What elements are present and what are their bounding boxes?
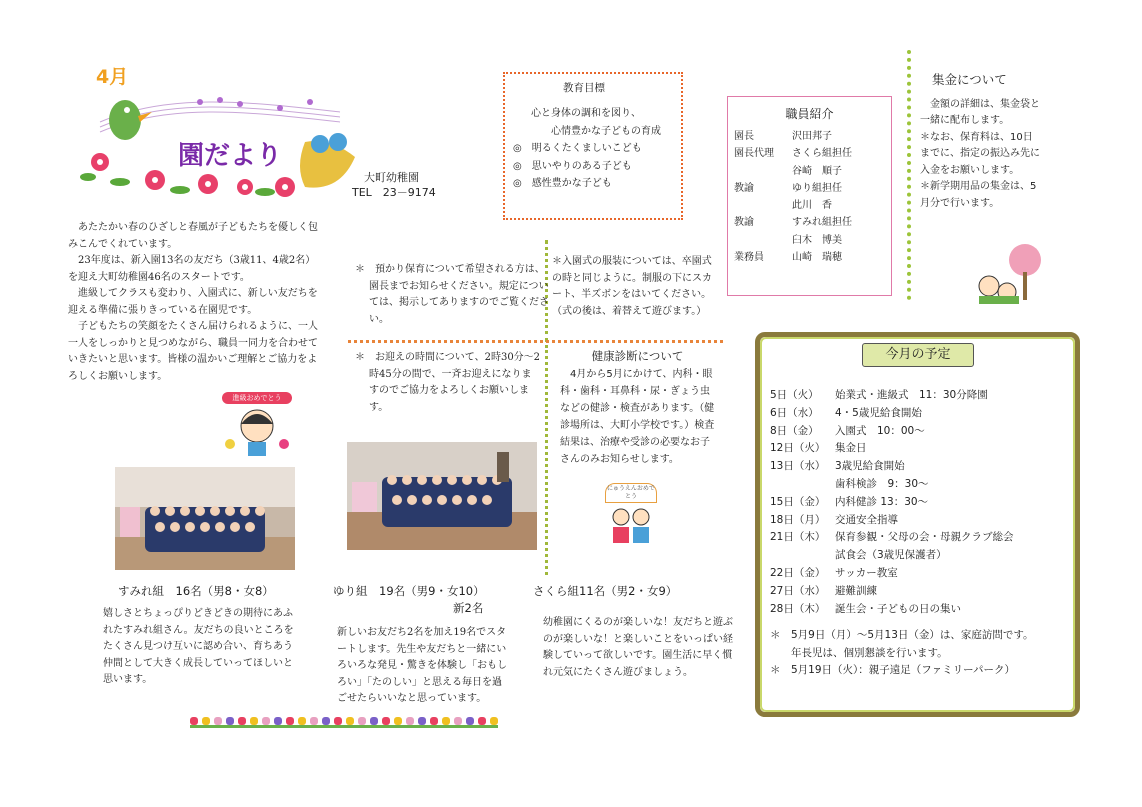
school-tel: TEL 23－9174	[352, 186, 436, 199]
newsletter-title: 園だより	[178, 141, 283, 171]
schedule-event: 12日（火） 集金日	[770, 442, 867, 455]
schedule-event: 15日（金） 内科健診 13：30～	[770, 495, 929, 508]
schedule-event: 試食会（3歳児保護者）	[835, 549, 947, 562]
class-heading-yuri-new: 新2名	[453, 601, 484, 615]
schedule-event: 歯科検診 9：30～	[835, 477, 929, 490]
staff-row: 教諭 すみれ組担任	[734, 217, 852, 229]
schedule-list	[770, 387, 1014, 618]
staff-row: 園長 沢田邦子	[734, 131, 832, 142]
month-label: 4月	[96, 66, 129, 88]
childcare-notice: ＊ 預かり保育について希望される方は、園長までお知らせください。規定については、掲示してありますのでご覧ください。	[355, 264, 549, 325]
monthly-schedule-box	[755, 332, 1080, 717]
staff-row: 業務員 山崎 瑞穂	[734, 252, 842, 264]
schedule-event: 13日（水） 3歳児給食開始	[770, 460, 905, 473]
class-heading-yuri: ゆり組 19名（男9・女10）	[333, 584, 485, 598]
girl-icon	[222, 404, 292, 458]
flower-children-icon	[975, 242, 1047, 304]
green-dotted-divider	[907, 50, 911, 300]
class-heading-sakura: さくら組11名（男2・女9）	[533, 584, 678, 598]
welcome-sticker: にゅうえんおめでとう	[605, 483, 657, 543]
ceremony-dress-notice: ＊入園式の服装については、卒園式の時と同じように。制服の下にスカート、半ズボンをはいてください。（式の後は、着替えて遊びます。）	[552, 256, 712, 317]
children-icon	[605, 503, 657, 545]
schedule-event: 21日（木） 保育参観・父母の会・母親クラブ総会	[770, 531, 1014, 544]
class-heading-sumire: すみれ組 16名（男8・女8）	[118, 584, 274, 598]
masthead-illustration	[80, 82, 360, 200]
school-info	[352, 170, 436, 200]
staff-title: 職員紹介	[785, 107, 834, 121]
dotted-divider	[545, 345, 548, 575]
staff-row: 園長代理 さくら組担任	[734, 148, 852, 160]
staff-row: 教諭 ゆり組担任	[734, 182, 842, 194]
class-photo-yuri	[347, 442, 537, 550]
health-checkup-section: 健康診断について 4月から5月にかけて、内科・眼科・歯科・耳鼻科・尿・ぎょう虫などの健診・検査があります。（健診場所は、大町小学校です。）検査結果は、治療や受診の必要なお子さんのみお知らせします。	[560, 349, 715, 465]
schedule-event: 8日（金） 入園式 10：00～	[770, 424, 925, 437]
schedule-event: 27日（水） 避難訓練	[770, 584, 877, 597]
intro-text: あたたかい春のひざしと春風が子どもたちを優しく包みこんでくれています。 23年度は、新入園13名の友だち（3歳11、4歳2名）を迎え大町幼稚園46名のスタートです。 進級してクラスも変わり、入園式に、新しい友だちを迎える準備に張りきっている在園児です。 子どもたちの笑顔をたくさん届けられるように、一人一人をしっかりと見つめながら、職員一同力を合わせていきたいと思います。皆様の温かいご理解とご協力をよろしくお願いします。	[68, 222, 318, 382]
fund-collection-section: 集金について 金額の詳細は、集金袋と一緒に配布します。 ＊なお、保育料は、10日までに、指定の振込み先に入金をお願いします。 ＊新学期用品の集金は、5月分で行います。	[920, 72, 1040, 209]
staff-row: 此川 香	[792, 200, 832, 212]
pickup-notice: ＊ お迎えの時間について、2時30分～2時45分の間で、一斉お迎えになりますのでご協力をよろしくお願いします。	[355, 352, 541, 413]
tulip-border	[190, 715, 498, 729]
schedule-event: 6日（水） 4・5歳児給食開始	[770, 406, 922, 419]
staff-row: 谷崎 順子	[792, 165, 842, 177]
school-name: 大町幼稚園	[364, 171, 419, 184]
schedule-event: 18日（月） 交通安全指導	[770, 513, 898, 526]
congrats-sticker: 進級おめでとう	[222, 392, 292, 462]
staff-row: 臼木 博美	[792, 234, 842, 246]
class-text-sakura: 幼稚園にくるのが楽しいな！友だちと遊ぶのが楽しいな！と楽しいことをいっぱい経験していって欲しいです。園生活に早く慣れ元気にたくさん遊びましょう。	[543, 617, 733, 678]
goals-title: 教育目標	[563, 82, 605, 94]
staff-introduction-box	[727, 96, 892, 296]
education-goals-box: 教育目標 心と身体の調和を図り、 心情豊かな子どもの育成 ◎ 明るくたくましいこども ◎ 思いやりのある子ども ◎ 感性豊かな子ども	[503, 72, 683, 220]
fund-title: 集金について	[932, 72, 1007, 87]
schedule-event: 5日（火） 始業式・進級式 11：30分降園	[770, 389, 988, 401]
class-text-yuri: 新しいお友だち2名を加え19名でスタートします。先生や友だちと一緒にいろいろな発見・驚きを体験し「おもしろい」「たのしい」と思える毎日を過ごせたらいいなと思っています。	[337, 627, 507, 704]
schedule-event: 28日（木） 誕生会・子どもの日の集い	[770, 602, 961, 615]
schedule-title: 今月の予定	[862, 343, 974, 367]
class-text-sumire: 嬉しさとちょっぴりどきどきの期待にあふれたすみれ組さん。友だちの良いところをたくさん見つけ互いに認め合い、育ちあう仲間として大きく成長していってほしいと思います。	[103, 608, 294, 685]
schedule-notes: ＊ 5月9日（月）～5月13日（金）は、家庭訪問です。 年長児は、個別懇談を行います。 ＊ 5月19日（火）：親子遠足（ファミリーパーク）	[770, 629, 1034, 676]
orange-dotted-divider	[348, 340, 723, 343]
schedule-event: 22日（金） サッカー教室	[770, 566, 898, 579]
health-title: 健康診断について	[591, 349, 684, 363]
class-photo-sumire	[115, 467, 295, 570]
